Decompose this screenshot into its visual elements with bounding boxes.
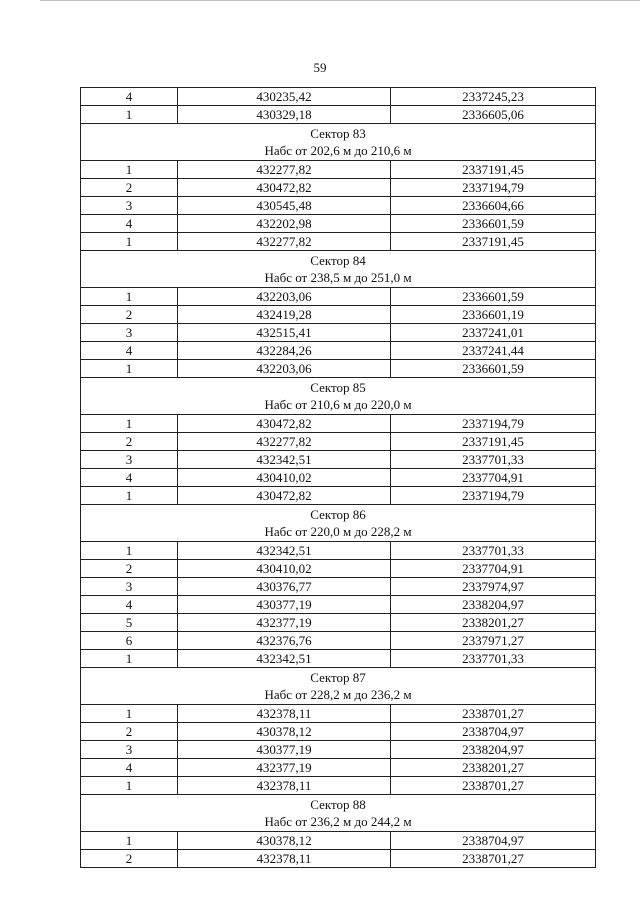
point-number-cell: 1 (81, 415, 178, 433)
table-row (81, 560, 596, 578)
table-row (81, 451, 596, 469)
y-coordinate-cell: 2338204,97 (391, 596, 596, 614)
point-number-cell: 2 (81, 179, 178, 197)
sector-title: Сектор 86 (310, 507, 366, 522)
table-row (81, 360, 596, 378)
x-coordinate-cell: 430377,19 (178, 741, 391, 759)
x-coordinate-cell: 432378,11 (178, 777, 391, 795)
table-row (81, 596, 596, 614)
sector-header (81, 378, 596, 415)
x-coordinate-cell: 432342,51 (178, 650, 391, 668)
sector-altitude-range: Набс от 238,5 м до 251,0 м (264, 270, 412, 285)
x-coordinate-cell: 430329,18 (178, 106, 391, 124)
y-coordinate-cell: 2338704,97 (391, 832, 596, 850)
sector-header-row (81, 251, 596, 288)
point-number-cell: 4 (81, 342, 178, 360)
sector-altitude-range: Набс от 220,0 м до 228,2 м (264, 524, 412, 539)
point-number-cell: 2 (81, 433, 178, 451)
y-coordinate-cell: 2337191,45 (391, 161, 596, 179)
x-coordinate-cell: 432378,11 (178, 705, 391, 723)
x-coordinate-cell: 430377,19 (178, 596, 391, 614)
table-row (81, 632, 596, 650)
x-coordinate-cell: 432277,82 (178, 233, 391, 251)
sector-header-row (81, 505, 596, 542)
x-coordinate-cell: 432284,26 (178, 342, 391, 360)
point-number-cell: 1 (81, 487, 178, 505)
sector-header-row (81, 378, 596, 415)
x-coordinate-cell: 432277,82 (178, 161, 391, 179)
table-row (81, 342, 596, 360)
point-number-cell: 5 (81, 614, 178, 632)
table-row (81, 233, 596, 251)
point-number-cell: 3 (81, 578, 178, 596)
table-row (81, 705, 596, 723)
y-coordinate-cell: 2337704,91 (391, 560, 596, 578)
point-number-cell: 4 (81, 88, 178, 106)
y-coordinate-cell: 2337241,01 (391, 324, 596, 342)
coordinates-table (80, 87, 596, 868)
y-coordinate-cell: 2336601,59 (391, 215, 596, 233)
table-row (81, 433, 596, 451)
table-row (81, 415, 596, 433)
sector-title: Сектор 85 (310, 380, 366, 395)
x-coordinate-cell: 432377,19 (178, 614, 391, 632)
x-coordinate-cell: 430235,42 (178, 88, 391, 106)
sector-header (81, 795, 596, 832)
x-coordinate-cell: 430472,82 (178, 487, 391, 505)
sector-title: Сектор 87 (310, 670, 366, 685)
x-coordinate-cell: 432342,51 (178, 542, 391, 560)
y-coordinate-cell: 2337971,27 (391, 632, 596, 650)
point-number-cell: 4 (81, 469, 178, 487)
page-number: 59 (313, 60, 327, 75)
sector-title: Сектор 83 (310, 126, 366, 141)
point-number-cell: 2 (81, 850, 178, 868)
y-coordinate-cell: 2337701,33 (391, 650, 596, 668)
point-number-cell: 3 (81, 197, 178, 215)
y-coordinate-cell: 2336601,59 (391, 288, 596, 306)
y-coordinate-cell: 2337704,91 (391, 469, 596, 487)
sector-header-row (81, 124, 596, 161)
x-coordinate-cell: 430410,02 (178, 560, 391, 578)
x-coordinate-cell: 430472,82 (178, 179, 391, 197)
table-row (81, 197, 596, 215)
point-number-cell: 2 (81, 723, 178, 741)
sector-altitude-range: Набс от 202,6 м до 210,6 м (264, 143, 412, 158)
y-coordinate-cell: 2337701,33 (391, 542, 596, 560)
y-coordinate-cell: 2338201,27 (391, 759, 596, 777)
table-row (81, 288, 596, 306)
point-number-cell: 1 (81, 161, 178, 179)
y-coordinate-cell: 2337974,97 (391, 578, 596, 596)
point-number-cell: 1 (81, 832, 178, 850)
y-coordinate-cell: 2338701,27 (391, 777, 596, 795)
table-row (81, 324, 596, 342)
y-coordinate-cell: 2337191,45 (391, 233, 596, 251)
sector-header-row (81, 795, 596, 832)
y-coordinate-cell: 2338704,97 (391, 723, 596, 741)
x-coordinate-cell: 430378,12 (178, 832, 391, 850)
table-row (81, 306, 596, 324)
y-coordinate-cell: 2337194,79 (391, 415, 596, 433)
sector-header (81, 668, 596, 705)
table-row (81, 832, 596, 850)
point-number-cell: 3 (81, 741, 178, 759)
point-number-cell: 3 (81, 451, 178, 469)
point-number-cell: 6 (81, 632, 178, 650)
sector-title: Сектор 84 (310, 253, 366, 268)
y-coordinate-cell: 2338204,97 (391, 741, 596, 759)
point-number-cell: 1 (81, 777, 178, 795)
sector-title: Сектор 88 (310, 797, 366, 812)
y-coordinate-cell: 2338201,27 (391, 614, 596, 632)
x-coordinate-cell: 430376,77 (178, 578, 391, 596)
sector-altitude-range: Набс от 228,2 м до 236,2 м (264, 687, 412, 702)
x-coordinate-cell: 430545,48 (178, 197, 391, 215)
x-coordinate-cell: 430410,02 (178, 469, 391, 487)
point-number-cell: 1 (81, 233, 178, 251)
x-coordinate-cell: 432377,19 (178, 759, 391, 777)
x-coordinate-cell: 430472,82 (178, 415, 391, 433)
table-row (81, 850, 596, 868)
point-number-cell: 1 (81, 705, 178, 723)
point-number-cell: 4 (81, 596, 178, 614)
table-row (81, 759, 596, 777)
table-row (81, 487, 596, 505)
x-coordinate-cell: 432376,76 (178, 632, 391, 650)
y-coordinate-cell: 2338701,27 (391, 705, 596, 723)
table-row (81, 777, 596, 795)
table-row (81, 106, 596, 124)
y-coordinate-cell: 2336601,59 (391, 360, 596, 378)
point-number-cell: 1 (81, 106, 178, 124)
point-number-cell: 4 (81, 759, 178, 777)
sector-altitude-range: Набс от 236,2 м до 244,2 м (264, 814, 412, 829)
table-row (81, 650, 596, 668)
point-number-cell: 2 (81, 560, 178, 578)
x-coordinate-cell: 430378,12 (178, 723, 391, 741)
table-row (81, 88, 596, 106)
point-number-cell: 1 (81, 650, 178, 668)
x-coordinate-cell: 432515,41 (178, 324, 391, 342)
y-coordinate-cell: 2338701,27 (391, 850, 596, 868)
y-coordinate-cell: 2337245,23 (391, 88, 596, 106)
y-coordinate-cell: 2336605,06 (391, 106, 596, 124)
sector-altitude-range: Набс от 210,6 м до 220,0 м (264, 397, 412, 412)
y-coordinate-cell: 2337241,44 (391, 342, 596, 360)
x-coordinate-cell: 432203,06 (178, 288, 391, 306)
x-coordinate-cell: 432203,06 (178, 360, 391, 378)
x-coordinate-cell: 432378,11 (178, 850, 391, 868)
sector-header-row (81, 668, 596, 705)
y-coordinate-cell: 2337191,45 (391, 433, 596, 451)
point-number-cell: 4 (81, 215, 178, 233)
x-coordinate-cell: 432342,51 (178, 451, 391, 469)
table-row (81, 614, 596, 632)
point-number-cell: 1 (81, 288, 178, 306)
table-row (81, 578, 596, 596)
sector-header (81, 124, 596, 161)
point-number-cell: 1 (81, 360, 178, 378)
y-coordinate-cell: 2337194,79 (391, 487, 596, 505)
point-number-cell: 2 (81, 306, 178, 324)
table-row (81, 469, 596, 487)
table-row (81, 161, 596, 179)
page-edge (40, 0, 640, 1)
table-row (81, 215, 596, 233)
point-number-cell: 3 (81, 324, 178, 342)
y-coordinate-cell: 2337701,33 (391, 451, 596, 469)
table-row (81, 542, 596, 560)
table-row (81, 741, 596, 759)
point-number-cell: 1 (81, 542, 178, 560)
table-row (81, 179, 596, 197)
x-coordinate-cell: 432419,28 (178, 306, 391, 324)
x-coordinate-cell: 432277,82 (178, 433, 391, 451)
y-coordinate-cell: 2336601,19 (391, 306, 596, 324)
x-coordinate-cell: 432202,98 (178, 215, 391, 233)
sector-header (81, 251, 596, 288)
y-coordinate-cell: 2337194,79 (391, 179, 596, 197)
y-coordinate-cell: 2336604,66 (391, 197, 596, 215)
sector-header (81, 505, 596, 542)
table-row (81, 723, 596, 741)
